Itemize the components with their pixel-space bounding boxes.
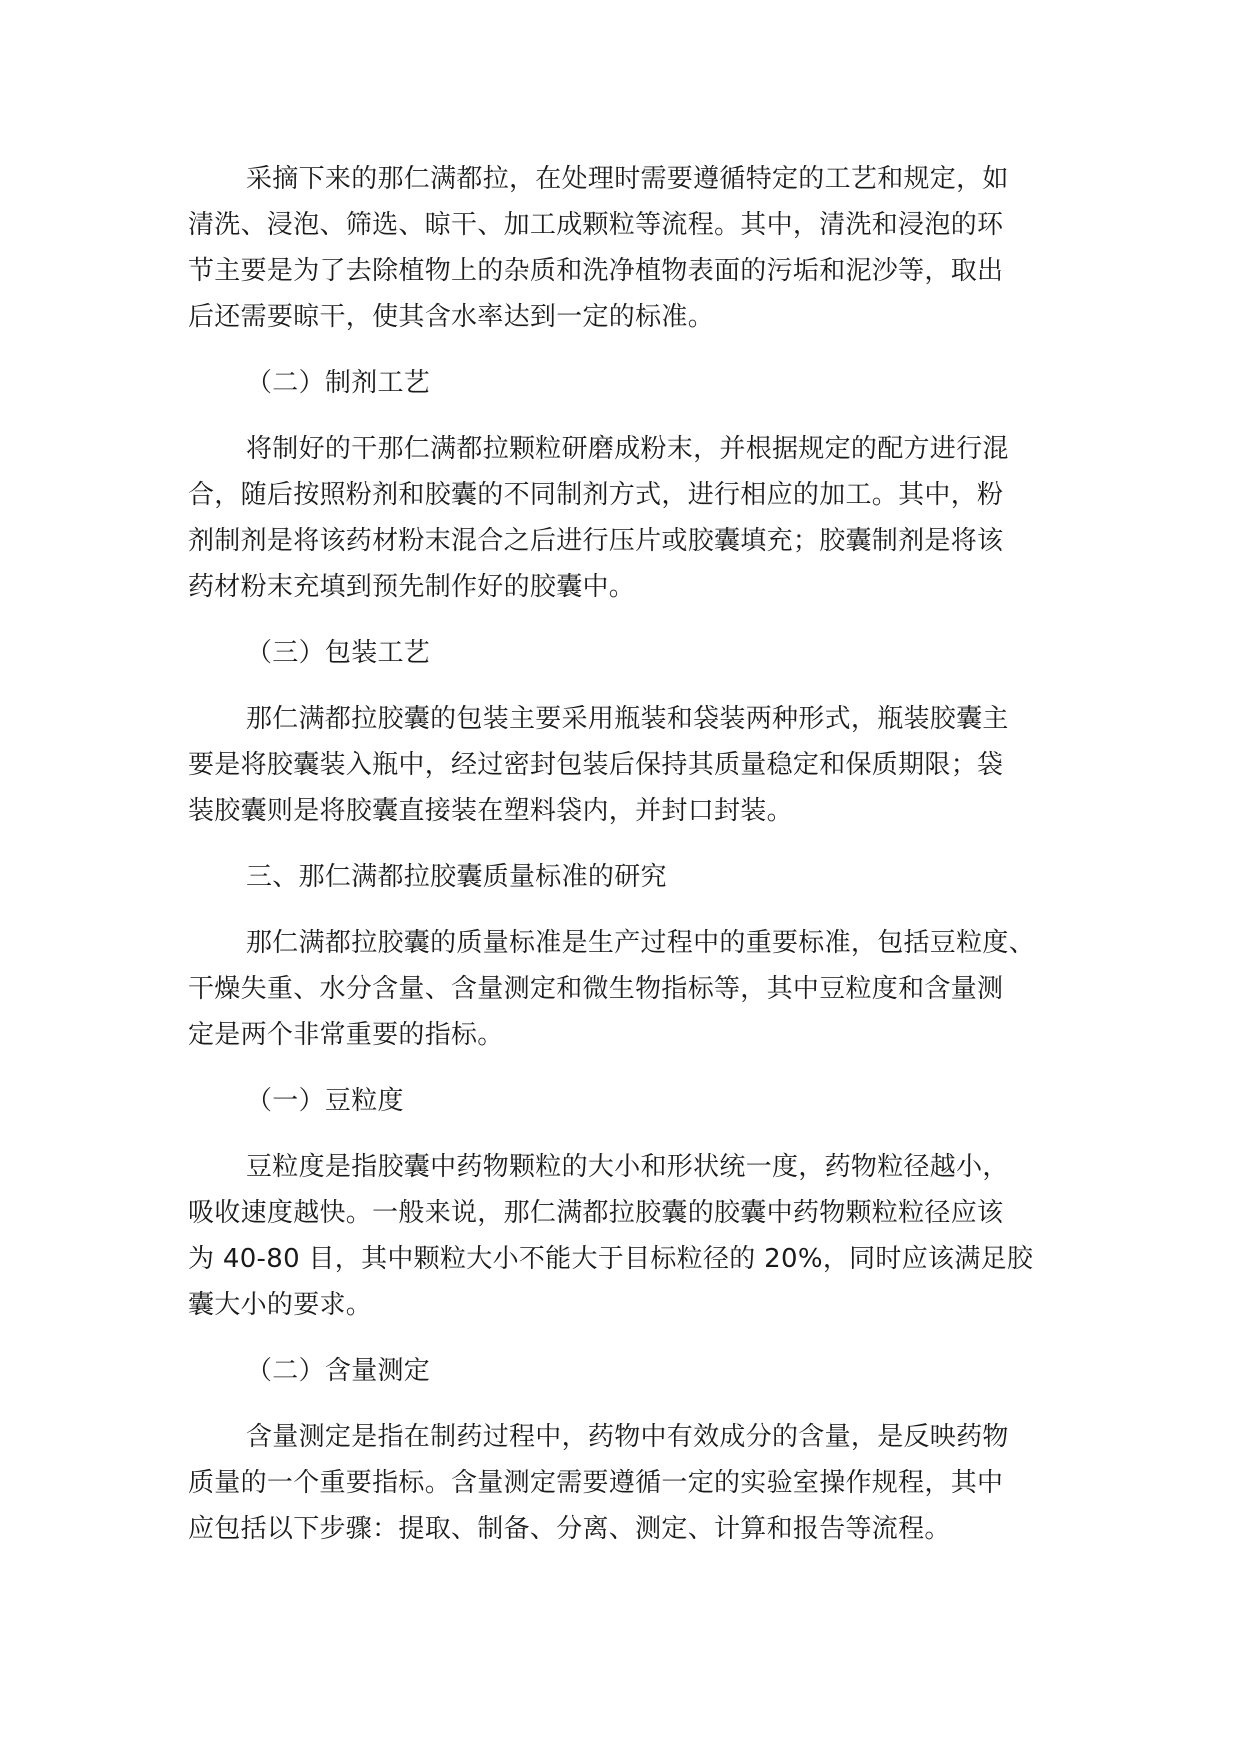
text-line: 药材粉末充填到预先制作好的胶囊中。 (188, 572, 636, 602)
paragraph-packaging (188, 696, 1068, 834)
paragraph-granularity (188, 1144, 1068, 1328)
document-body (188, 156, 1068, 1552)
text-line: 装胶囊则是将胶囊直接装在塑料袋内，并封口封装。 (188, 796, 793, 826)
text-line: 那仁满都拉胶囊的包装主要采用瓶装和袋装两种形式，瓶装胶囊主 (246, 704, 1009, 734)
text-line: 含量测定是指在制药过程中，药物中有效成分的含量，是反映药物 (246, 1422, 1009, 1452)
heading-quality-standard (188, 854, 1068, 900)
text-line: 定是两个非常重要的指标。 (188, 1020, 504, 1050)
paragraph-processing (188, 156, 1068, 340)
heading-packaging (188, 630, 1068, 676)
text-line: 豆粒度是指胶囊中药物颗粒的大小和形状统一度，药物粒径越小， (246, 1152, 1009, 1182)
paragraph-content-assay (188, 1414, 1068, 1552)
text-line: 那仁满都拉胶囊的质量标准是生产过程中的重要标准，包括豆粒度、 (246, 928, 1036, 958)
section-heading: （二）制剂工艺 (246, 368, 431, 398)
section-heading: 三、那仁满都拉胶囊质量标准的研究 (246, 862, 667, 892)
heading-granularity (188, 1078, 1068, 1124)
text-line: 吸收速度越快。一般来说，那仁满都拉胶囊的胶囊中药物颗粒粒径应该 (188, 1198, 1004, 1228)
heading-formulation (188, 360, 1068, 406)
section-heading: （三）包装工艺 (246, 638, 431, 668)
text-line: 节主要是为了去除植物上的杂质和洗净植物表面的污垢和泥沙等，取出 (188, 256, 1004, 286)
section-heading: （一）豆粒度 (246, 1086, 404, 1116)
heading-content-assay (188, 1348, 1068, 1394)
text-line: 将制好的干那仁满都拉颗粒研磨成粉末，并根据规定的配方进行混 (246, 434, 1009, 464)
text-line: 采摘下来的那仁满都拉，在处理时需要遵循特定的工艺和规定，如 (246, 164, 1009, 194)
text-line: 合，随后按照粉剂和胶囊的不同制剂方式，进行相应的加工。其中，粉 (188, 480, 1004, 510)
text-line: 后还需要晾干，使其含水率达到一定的标准。 (188, 302, 715, 332)
text-line: 应包括以下步骤：提取、制备、分离、测定、计算和报告等流程。 (188, 1514, 951, 1544)
text-line: 干燥失重、水分含量、含量测定和微生物指标等，其中豆粒度和含量测 (188, 974, 1004, 1004)
text-line: 清洗、浸泡、筛选、晾干、加工成颗粒等流程。其中，清洗和浸泡的环 (188, 210, 1004, 240)
text-line: 为 40-80 目，其中颗粒大小不能大于目标粒径的 20%，同时应该满足胶 (188, 1244, 1034, 1274)
paragraph-formulation (188, 426, 1068, 610)
text-line: 剂制剂是将该药材粉末混合之后进行压片或胶囊填充；胶囊制剂是将该 (188, 526, 1004, 556)
section-heading: （二）含量测定 (246, 1356, 431, 1386)
text-line: 囊大小的要求。 (188, 1290, 373, 1320)
text-line: 质量的一个重要指标。含量测定需要遵循一定的实验室操作规程，其中 (188, 1468, 1004, 1498)
text-line: 要是将胶囊装入瓶中，经过密封包装后保持其质量稳定和保质期限；袋 (188, 750, 1004, 780)
paragraph-quality-standard (188, 920, 1068, 1058)
